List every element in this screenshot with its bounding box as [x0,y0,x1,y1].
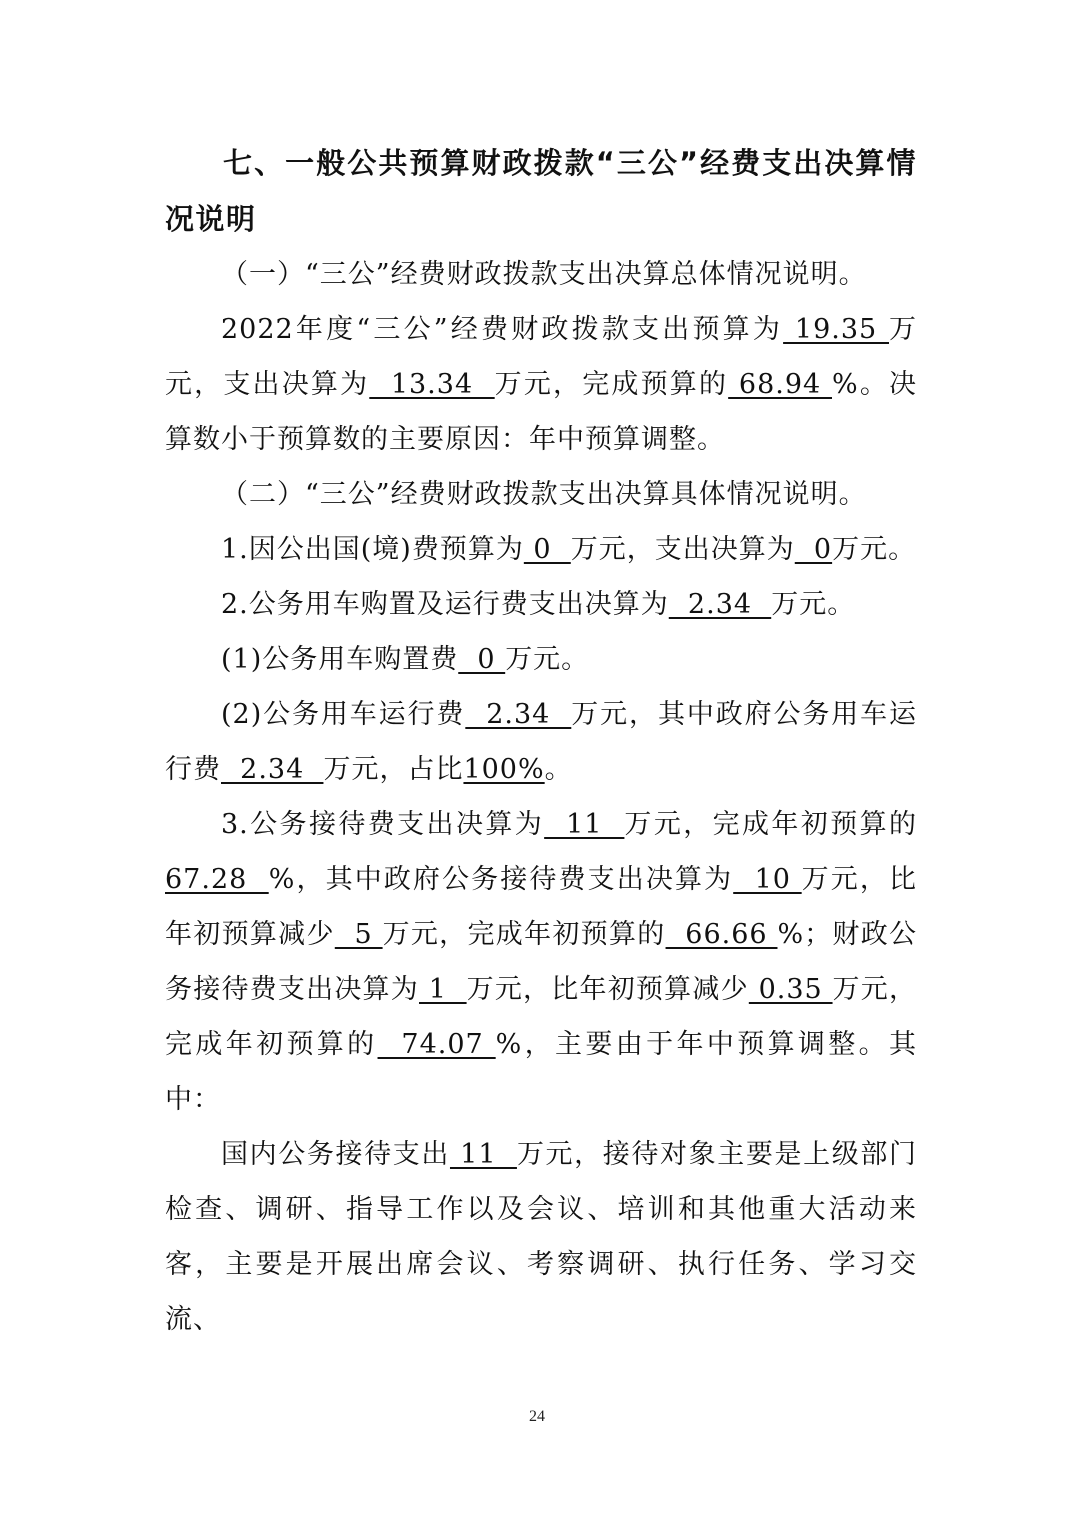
value-completion-rate: 68.94 [728,369,832,400]
value-vehicle-operation: 2.34 [465,699,572,730]
value-vehicle-purchase: 0 [458,644,506,675]
paragraph-vehicle-operation: (2)公务用车运行费 2.34 万元，其中政府公务用车运行费 2.34 万元，占比100%。 [165,699,918,785]
section-heading: 七、一般公共预算财政拨款“三公”经费支出决算情况说明 [165,146,917,236]
value-gov-reception: 10 [733,864,802,895]
value-finance-reception-decrease: 0.35 [748,974,833,1005]
value-finance-reception-rate: 74.07 [377,1029,496,1060]
value-gov-vehicle-operation: 2.34 [221,754,324,785]
paragraph-vehicle: 2.公务用车购置及运行费支出决算为 2.34 万元。 [221,589,856,620]
subsection-title-overall: （一）“三公”经费财政拨款支出决算总体情况说明。 [221,259,867,290]
paragraph-overall: 2022年度“三公”经费财政拨款支出预算为 19.35 万元，支出决算为 13.34 万元，完成预算的 68.94 %。决算数小于预算数的主要原因：年中预算调整。 [165,314,918,455]
value-reception-rate: 67.28 [165,864,269,895]
value-gov-reception-decrease: 5 [334,919,383,950]
value-overseas-final: 0 [794,534,833,565]
value-overseas-budget: 0 [523,534,571,565]
page-content [165,135,917,1347]
page-number: 24 [529,1408,545,1425]
value-gov-reception-rate: 66.66 [665,919,778,950]
paragraph-domestic-reception: 国内公务接待支出 11 万元，接待对象主要是上级部门检查、调研、指导工作以及会议、培训和其他重大活动来客，主要是开展出席会议、考察调研、执行任务、学习交流、 [165,1139,918,1335]
value-budget: 19.35 [783,314,889,345]
subsection-title-detail: （二）“三公”经费财政拨款支出决算具体情况说明。 [221,479,867,510]
value-finance-reception: 1 [419,974,467,1005]
value-domestic-reception: 11 [449,1139,517,1170]
value-vehicle-total: 2.34 [668,589,772,620]
paragraph-vehicle-purchase: (1)公务用车购置费 0 万元。 [221,644,590,675]
paragraph-reception: 3.公务接待费支出决算为 11 万元，完成年初预算的67.28 %，其中政府公务接待费支出决算为 10 万元，比年初预算减少 5 万元，完成年初预算的 66.66 %；财政公务接待费支出决算为 1 万元，比年初预算减少 0.35 万元，完成年初预算的 74.07 %，主要由于年中预算调整。其中： [165,809,918,1115]
value-reception-final: 11 [544,809,625,840]
paragraph-overseas: 1.因公出国(境)费预算为 0 万元，支出决算为 0万元。 [221,534,917,565]
value-final: 13.34 [369,369,495,400]
value-share: 100% [463,754,545,785]
